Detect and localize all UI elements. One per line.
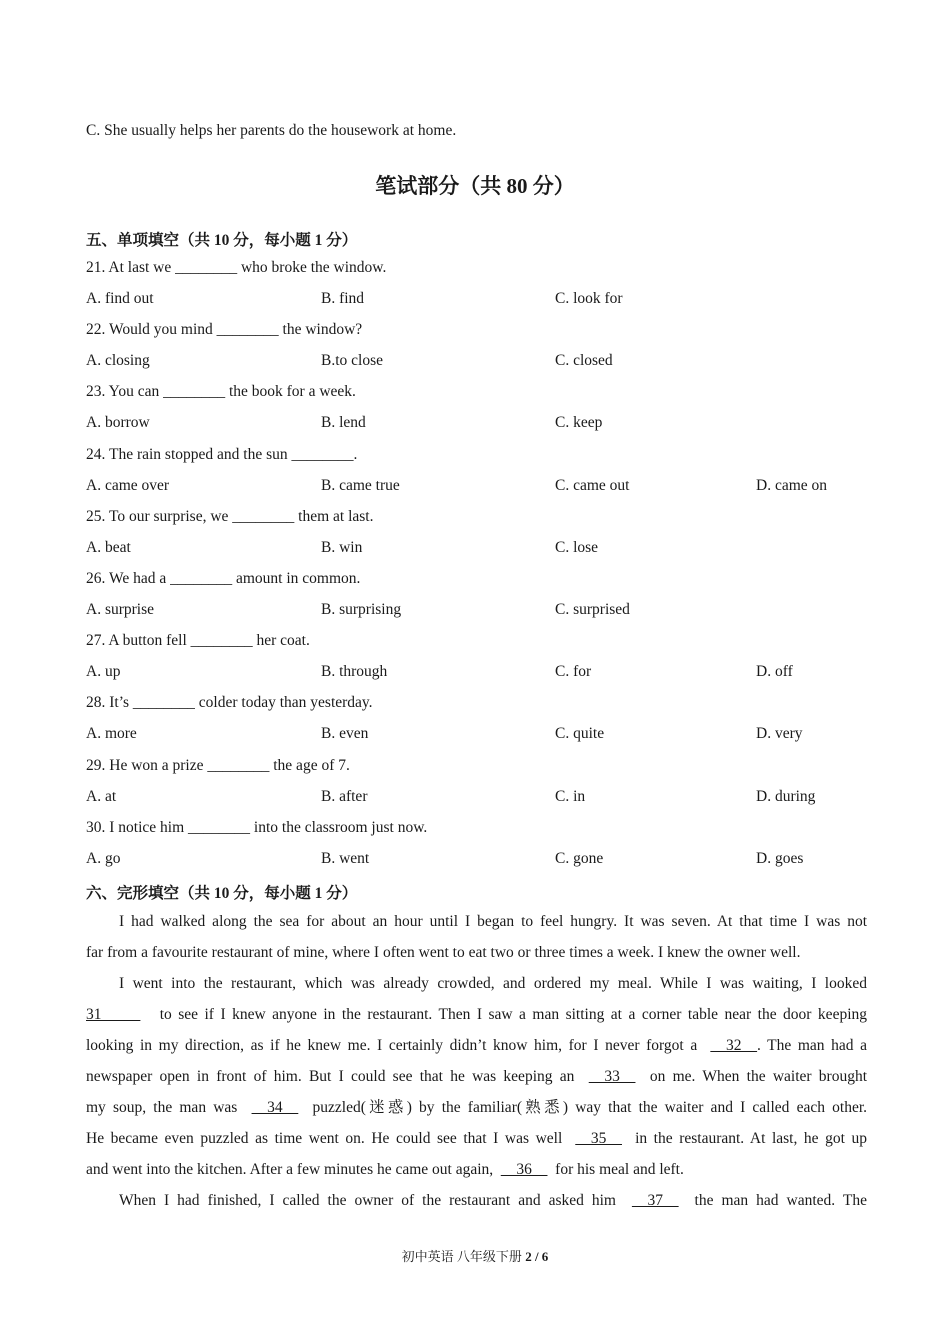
option-b: B. win — [321, 538, 363, 556]
option-a: A. surprise — [86, 601, 155, 618]
cloze-blank-36: __36__ — [500, 1161, 548, 1178]
cloze-text: puzzled(迷惑) by the familiar(熟悉) way that the waiter and I called each other. — [312, 1099, 868, 1116]
question-stem: 23. You can ________ the book for a week. — [86, 383, 356, 401]
option-d: D. during — [756, 787, 816, 805]
option-d: D. off — [756, 663, 793, 681]
option-a: A. go — [86, 849, 121, 867]
cloze-paragraph-2-line-2 — [86, 999, 867, 1030]
option-a: A. at — [86, 787, 117, 805]
cloze-paragraph-3-line-1 — [86, 1185, 867, 1216]
option-c: C. look for — [555, 290, 623, 307]
cloze-text: and went into the kitchen. After a few minutes he came out again, — [86, 1161, 494, 1178]
cloze-paragraph-1-line-2: far from a favourite restaurant of mine, where I often went to eat two or three times a week. I knew the owner well. — [86, 944, 801, 961]
cloze-text: my soup, the man was — [86, 1099, 238, 1116]
option-b: B. through — [321, 663, 388, 681]
option-b: B. surprising — [321, 601, 402, 618]
cloze-text: newspaper open in front of him. But I could see that he was keeping an — [86, 1068, 575, 1085]
question-options — [86, 725, 886, 745]
option-d: D. came on — [756, 476, 828, 494]
question-options — [86, 788, 886, 808]
option-b: B. came true — [321, 476, 400, 494]
page-number: 2 / 6 — [525, 1249, 549, 1264]
cloze-paragraph-2-line-4 — [86, 1061, 867, 1092]
cloze-text: to see if I knew anyone in the restaurant. Then I saw a man sitting at a corner table near the door keeping — [159, 1006, 868, 1023]
option-a: A. closing — [86, 352, 150, 370]
option-a: A. up — [86, 663, 121, 681]
cloze-blank-35: __35__ — [575, 1130, 622, 1147]
option-a: A. find out — [86, 290, 154, 307]
question-options — [86, 539, 886, 559]
option-b: B. after — [321, 787, 368, 805]
cloze-paragraph-2-line-7 — [86, 1154, 867, 1185]
question-stem: 24. The rain stopped and the sun ________. — [86, 445, 358, 463]
option-a: A. borrow — [86, 414, 150, 432]
cloze-paragraph-2-line-5 — [86, 1092, 867, 1123]
cloze-paragraph-2-line-3 — [86, 1030, 867, 1061]
option-d: D. very — [756, 725, 803, 743]
question-options — [86, 601, 886, 621]
cloze-paragraph-2-line-1: I went into the restaurant, which was already crowded, and ordered my meal. While I was waiting, I looked — [119, 975, 867, 992]
cloze-text: for his meal and left. — [555, 1161, 684, 1178]
cloze-blank-37: __37__ — [632, 1192, 679, 1209]
option-a: A. came over — [86, 476, 170, 494]
option-c: C. lose — [555, 538, 599, 556]
cloze-blank-33: __33__ — [588, 1068, 636, 1085]
page-footer — [0, 1246, 950, 1265]
cloze-text: He became even puzzled as time went on. He could see that I was well — [86, 1130, 563, 1147]
option-c: C. gone — [555, 849, 604, 867]
question-stem: 27. A button fell ________ her coat. — [86, 632, 310, 650]
question-stem: 26. We had a ________ amount in common. — [86, 570, 361, 587]
cloze-text: in the restaurant. At last, he got up — [635, 1130, 867, 1147]
question-options — [86, 850, 886, 870]
section-5-heading: 五、单项填空（共 10 分，每小题 1 分） — [86, 232, 358, 249]
option-c: C. keep — [555, 414, 603, 432]
question-options — [86, 352, 886, 372]
question-options — [86, 290, 886, 310]
cloze-text: looking in my direction, as if he knew me. I certainly didn’t know him, for I never forgot a — [86, 1037, 698, 1054]
option-a: A. more — [86, 725, 137, 743]
option-c: C. in — [555, 787, 586, 805]
option-c: C. surprised — [555, 601, 630, 618]
question-options — [86, 414, 886, 434]
previous-option-line: C. She usually helps her parents do the housework at home. — [86, 122, 457, 139]
cloze-blank-32: __32__ — [710, 1037, 757, 1054]
cloze-blank-31: 31_____ — [86, 1006, 141, 1023]
option-b: B. find — [321, 290, 365, 307]
footer-text: 初中英语 八年级下册 — [401, 1249, 526, 1264]
question-stem: 30. I notice him ________ into the classroom just now. — [86, 818, 428, 836]
option-b: B. went — [321, 849, 370, 867]
cloze-text: the man had wanted. The — [694, 1192, 868, 1209]
cloze-paragraph-1-line-1: I had walked along the sea for about an hour until I began to feel hungry. It was seven. At that time I was not — [119, 913, 867, 930]
option-b: B. lend — [321, 414, 366, 432]
question-options — [86, 477, 886, 497]
cloze-text: on me. When the waiter brought — [649, 1068, 868, 1085]
section-6-heading: 六、完形填空（共 10 分，每小题 1 分） — [86, 885, 358, 902]
option-b: B.to close — [321, 352, 383, 370]
question-stem: 21. At last we ________ who broke the window. — [86, 259, 387, 276]
cloze-blank-34: __34__ — [251, 1099, 299, 1116]
question-options — [86, 663, 886, 683]
cloze-text: When I had finished, I called the owner of the restaurant and asked him — [119, 1192, 616, 1209]
option-a: A. beat — [86, 538, 131, 556]
option-b: B. even — [321, 725, 369, 743]
option-c: C. for — [555, 663, 592, 681]
option-c: C. closed — [555, 352, 613, 370]
option-d: D. goes — [756, 849, 804, 867]
question-stem: 28. It’s ________ colder today than yesterday. — [86, 694, 373, 712]
cloze-text: . The man had a — [756, 1037, 868, 1054]
question-stem: 29. He won a prize ________ the age of 7. — [86, 756, 350, 774]
cloze-paragraph-2-line-6 — [86, 1123, 867, 1154]
page-title: 笔试部分（共 80 分） — [375, 174, 575, 198]
option-c: C. came out — [555, 476, 630, 494]
option-c: C. quite — [555, 725, 605, 743]
question-stem: 22. Would you mind ________ the window? — [86, 321, 363, 339]
question-stem: 25. To our surprise, we ________ them at last. — [86, 507, 374, 525]
